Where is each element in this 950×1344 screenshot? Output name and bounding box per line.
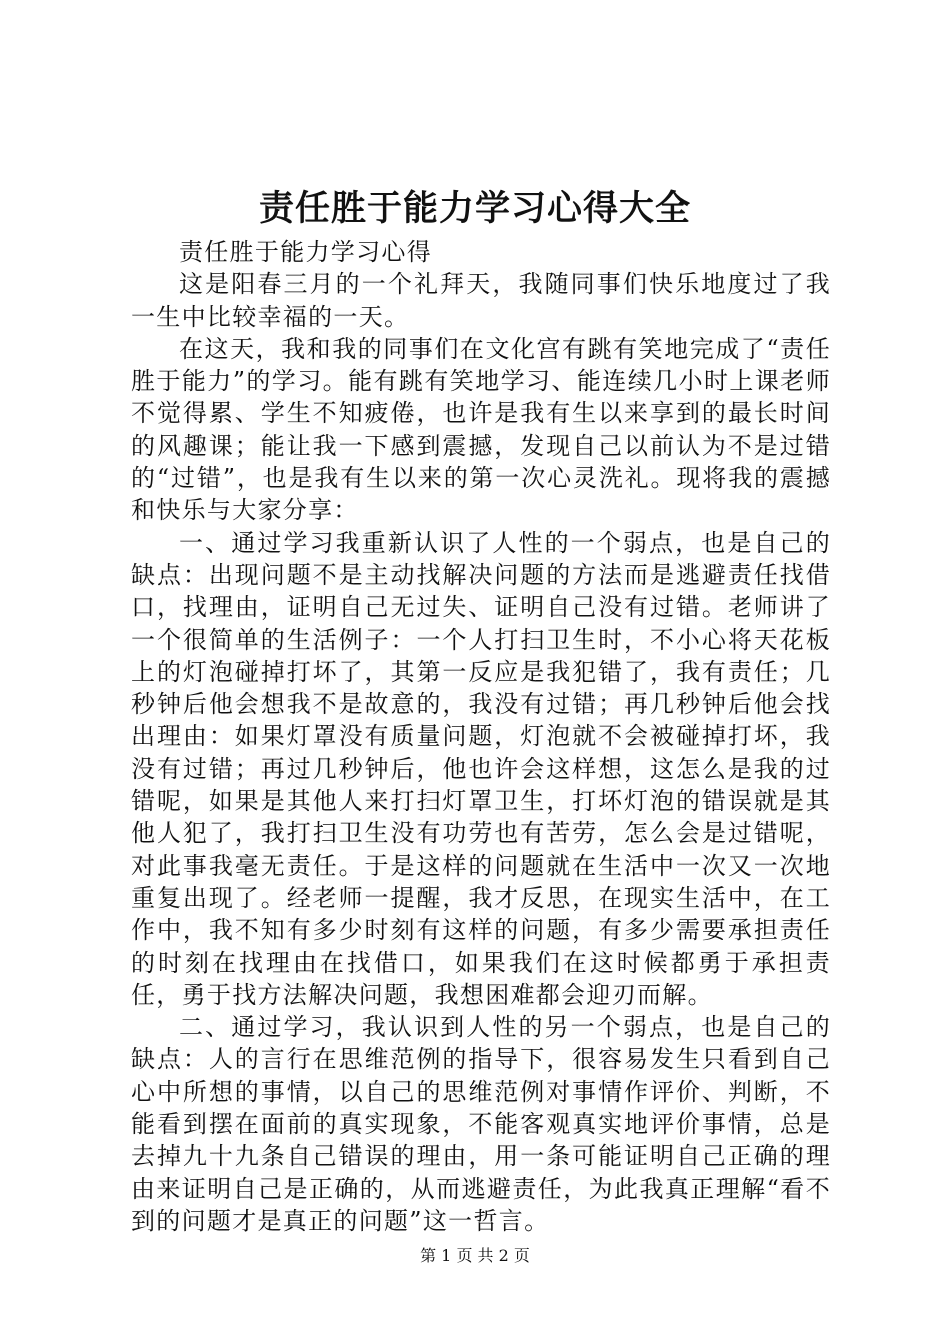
page-footer: 第 1 页 共 2 页 bbox=[420, 1246, 530, 1265]
subtitle-paragraph: 责任胜于能力学习心得 bbox=[179, 238, 432, 266]
document-body bbox=[131, 236, 831, 1237]
body-paragraph: 在这天，我和我的同事们在文化宫有跳有笑地完成了“责任胜于能力”的学习。能有跳有笑地学习、能连续几小时上课老师不觉得累、学生不知疲倦，也许是我有生以来享到的最长时间的风趣课；能让我一下感到震撼，发现自己以前认为不是过错的“过错”，也是我有生以来的第一次心灵洗礼。现将我的震撼和快乐与大家分享： bbox=[131, 334, 831, 525]
document-title: 责任胜于能力学习心得大全 bbox=[258, 188, 691, 229]
body-paragraph: 一、通过学习我重新认识了人性的一个弱点，也是自己的缺点：出现问题不是主动找解决问题的方法而是逃避责任找借口，找理由，证明自己无过失、证明自己没有过错。老师讲了一个很简单的生活例子：一个人打扫卫生时，不小心将天花板上的灯泡碰掉打坏了，其第一反应是我犯错了，我有责任；几秒钟后他会想我不是故意的，我没有过错；再几秒钟后他会找出理由：如果灯罩没有质量问题，灯泡就不会被碰掉打坏，我没有过错；再过几秒钟后，他也许会这样想，这怎么是我的过错呢，如果是其他人来打扫灯罩卫生，打坏灯泡的错误就是其他人犯了，我打扫卫生没有功劳也有苦劳，怎么会是过错呢，对此事我毫无责任。于是这样的问题就在生活中一次又一次地重复出现了。经老师一提醒，我才反思，在现实生活中，在工作中，我不知有多少时刻有这样的问题，有多少需要承担责任的时刻在找理由在找借口，如果我们在这时候都勇于承担责任，勇于找方法解决问题，我想困难都会迎刃而解。 bbox=[131, 528, 831, 1009]
body-paragraph: 二、通过学习，我认识到人性的另一个弱点，也是自己的缺点：人的言行在思维范例的指导下，很容易发生只看到自己心中所想的事情，以自己的思维范例对事情作评价、判断，不能看到摆在面前的真实现象，不能客观真实地评价事情，总是去掉九十九条自己错误的理由，用一条可能证明自己正确的理由来证明自己是正确的，从而逃避责任，为此我真正理解“看不到的问题才是真正的问题”这一哲言。 bbox=[131, 1013, 831, 1235]
body-paragraph: 这是阳春三月的一个礼拜天，我随同事们快乐地度过了我一生中比较幸福的一天。 bbox=[131, 270, 831, 331]
